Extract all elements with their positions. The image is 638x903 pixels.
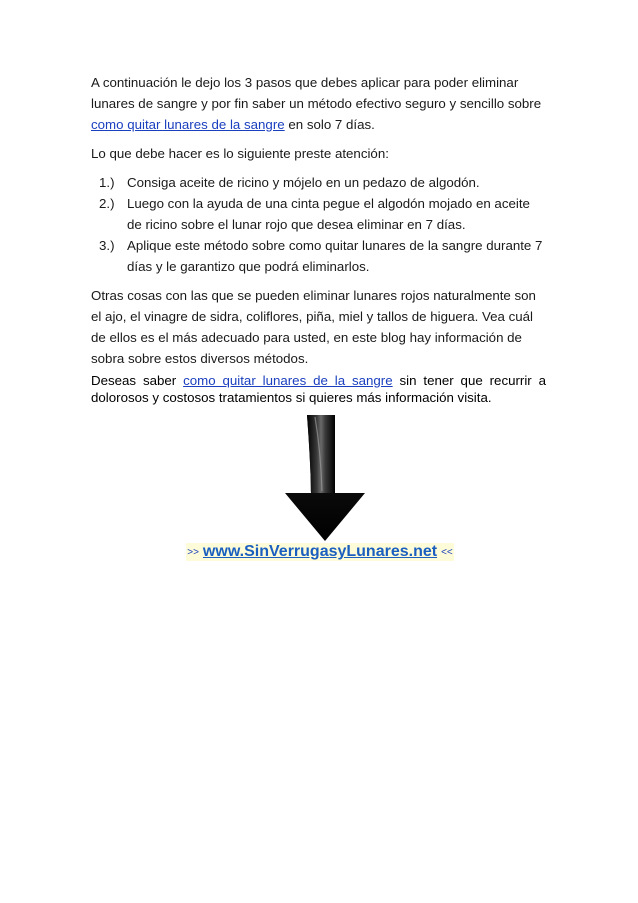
list-item — [91, 172, 546, 193]
step-number: 2.) — [99, 196, 115, 211]
right-chevrons: << — [441, 547, 453, 558]
down-arrow-icon — [285, 415, 365, 543]
instructions-heading: Lo que debe hacer es lo siguiente preste atención: — [91, 146, 389, 161]
cta-text-after: sin tener que recurrir a dolorosos y costosos tratamientos si quieres más información visita. — [91, 373, 546, 405]
site-link[interactable]: www.SinVerrugasyLunares.net — [202, 543, 438, 560]
intro-text-before: A continuación le dejo los 3 pasos que debes aplicar para poder eliminar lunares de sangre y por fin saber un método efectivo seguro y sencillo sobre — [91, 75, 542, 111]
intro-link[interactable]: como quitar lunares de la sangre — [91, 117, 285, 132]
step-text: Luego con la ayuda de una cinta pegue el algodón mojado en aceite de ricino sobre el lunar rojo que desea eliminar en 7 días. — [127, 196, 530, 232]
step-number: 3.) — [99, 238, 115, 253]
intro-paragraph — [91, 72, 546, 135]
list-item — [91, 235, 546, 277]
intro-text-after: en solo 7 días. — [284, 117, 375, 132]
footer-link — [0, 543, 638, 561]
left-chevrons: >> — [187, 547, 199, 558]
other-methods-paragraph: Otras cosas con las que se pueden eliminar lunares rojos naturalmente son el ajo, el vinagre de sidra, coliflores, piña, miel y tallos de higuera. Vea cuál de ellos es el más adecuado para usted, en este blog hay información de sobra sobre estos diversos métodos. — [91, 288, 536, 366]
step-number: 1.) — [99, 175, 115, 190]
cta-link[interactable]: como quitar lunares de la sangre — [183, 373, 393, 388]
cta-text-before: Deseas saber — [91, 373, 184, 388]
step-text: Consiga aceite de ricino y mójelo en un pedazo de algodón. — [127, 175, 480, 190]
step-text: Aplique este método sobre como quitar lunares de la sangre durante 7 días y le garantizo que podrá eliminarlos. — [127, 238, 543, 274]
cta-paragraph — [91, 372, 546, 406]
steps-list — [91, 172, 546, 277]
footer-highlight — [186, 543, 454, 561]
list-item — [91, 193, 546, 235]
document-body — [91, 72, 546, 406]
